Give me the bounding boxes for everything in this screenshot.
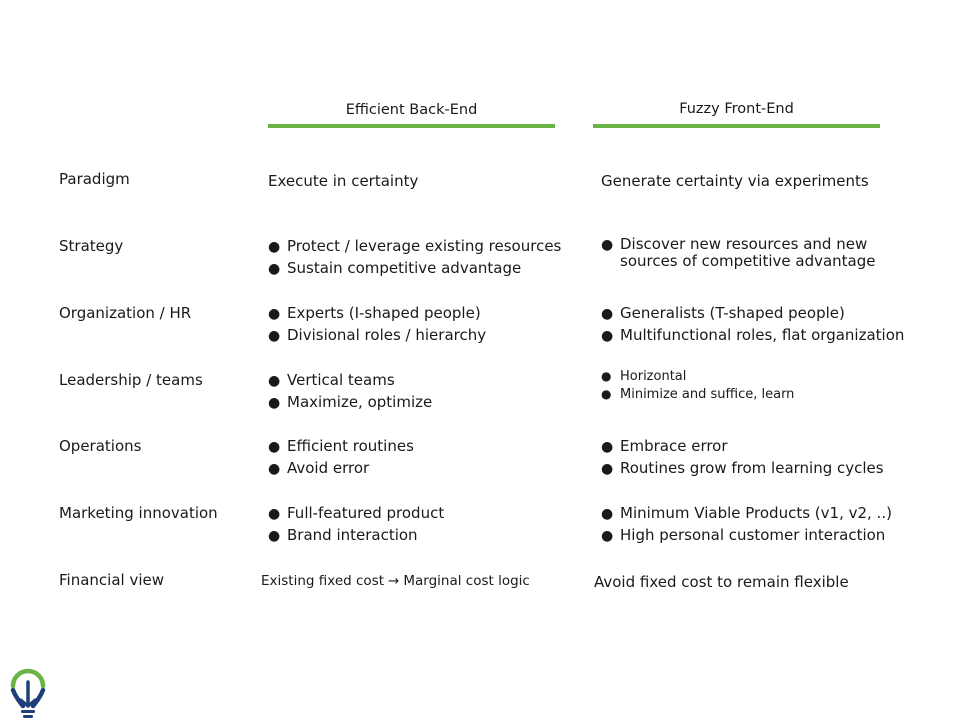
marketing-back-end-bullet: ● Brand interaction <box>268 526 418 544</box>
bullet-icon: ● <box>601 461 614 477</box>
bullet-icon: ● <box>601 369 612 383</box>
strategy-back-end-bullet: ● Protect / leverage existing resources <box>268 237 562 255</box>
column-header-front-end: Fuzzy Front-End <box>679 101 794 117</box>
bullet-icon: ● <box>601 439 614 455</box>
bullet-icon: ● <box>601 306 614 322</box>
leadership-back-end-bullet: ● Maximize, optimize <box>268 393 433 411</box>
bullet-icon: ● <box>268 328 281 344</box>
bullet-icon: ● <box>601 506 614 522</box>
row-label-financial-view: Financial view <box>59 571 164 589</box>
strategy-front-end-bullet: ● Discover new resources and new <box>601 235 868 253</box>
lightbulb-logo-icon <box>6 660 50 720</box>
bullet-icon: ● <box>268 528 281 544</box>
row-label-operations: Operations <box>59 437 142 455</box>
operations-front-end-bullet: ● Embrace error <box>601 437 728 455</box>
operations-front-end-bullet: ● Routines grow from learning cycles <box>601 459 884 477</box>
financial-front-end-text: Avoid fixed cost to remain flexible <box>594 573 849 591</box>
organization-front-end-bullet: ● Generalists (T-shaped people) <box>601 304 845 322</box>
bullet-icon: ● <box>601 328 614 344</box>
leadership-front-end-bullet: ● Horizontal <box>601 369 687 384</box>
bullet-icon: ● <box>601 387 612 401</box>
strategy-front-end-continuation: sources of competitive advantage <box>620 252 876 270</box>
column-header-back-end: Efficient Back-End <box>345 102 478 118</box>
bullet-icon: ● <box>268 306 281 322</box>
financial-back-end-text: Existing fixed cost → Marginal cost logic <box>261 573 530 589</box>
row-label-strategy: Strategy <box>59 237 124 255</box>
bullet-icon: ● <box>268 239 281 255</box>
bullet-icon: ● <box>268 373 281 389</box>
organization-back-end-bullet: ● Experts (I-shaped people) <box>268 304 481 322</box>
marketing-front-end-bullet: ● Minimum Viable Products (v1, v2, ..) <box>601 504 892 522</box>
leadership-back-end-bullet: ● Vertical teams <box>268 371 395 389</box>
arrow-right-icon: → <box>388 573 400 589</box>
back-end-header-rule <box>268 124 555 128</box>
operations-back-end-bullet: ● Efficient routines <box>268 437 414 455</box>
leadership-front-end-bullet: ● Minimize and suffice, learn <box>601 387 795 402</box>
bullet-icon: ● <box>268 261 281 277</box>
organization-back-end-bullet: ● Divisional roles / hierarchy <box>268 326 487 344</box>
bullet-icon: ● <box>268 506 281 522</box>
marketing-front-end-bullet: ● High personal customer interaction <box>601 526 886 544</box>
paradigm-front-end-text: Generate certainty via experiments <box>601 172 869 190</box>
front-end-header-rule <box>593 124 880 128</box>
paradigm-back-end-text: Execute in certainty <box>268 172 419 190</box>
marketing-back-end-bullet: ● Full-featured product <box>268 504 445 522</box>
bullet-icon: ● <box>268 395 281 411</box>
row-label-marketing-innovation: Marketing innovation <box>59 504 218 522</box>
bullet-icon: ● <box>601 237 614 253</box>
organization-front-end-bullet: ● Multifunctional roles, flat organization <box>601 326 905 344</box>
row-label-organization-hr: Organization / HR <box>59 304 192 322</box>
row-label-paradigm: Paradigm <box>59 170 130 188</box>
operations-back-end-bullet: ● Avoid error <box>268 459 370 477</box>
bullet-icon: ● <box>601 528 614 544</box>
bullet-icon: ● <box>268 461 281 477</box>
row-label-leadership-teams: Leadership / teams <box>59 371 203 389</box>
strategy-back-end-bullet: ● Sustain competitive advantage <box>268 259 522 277</box>
bullet-icon: ● <box>268 439 281 455</box>
